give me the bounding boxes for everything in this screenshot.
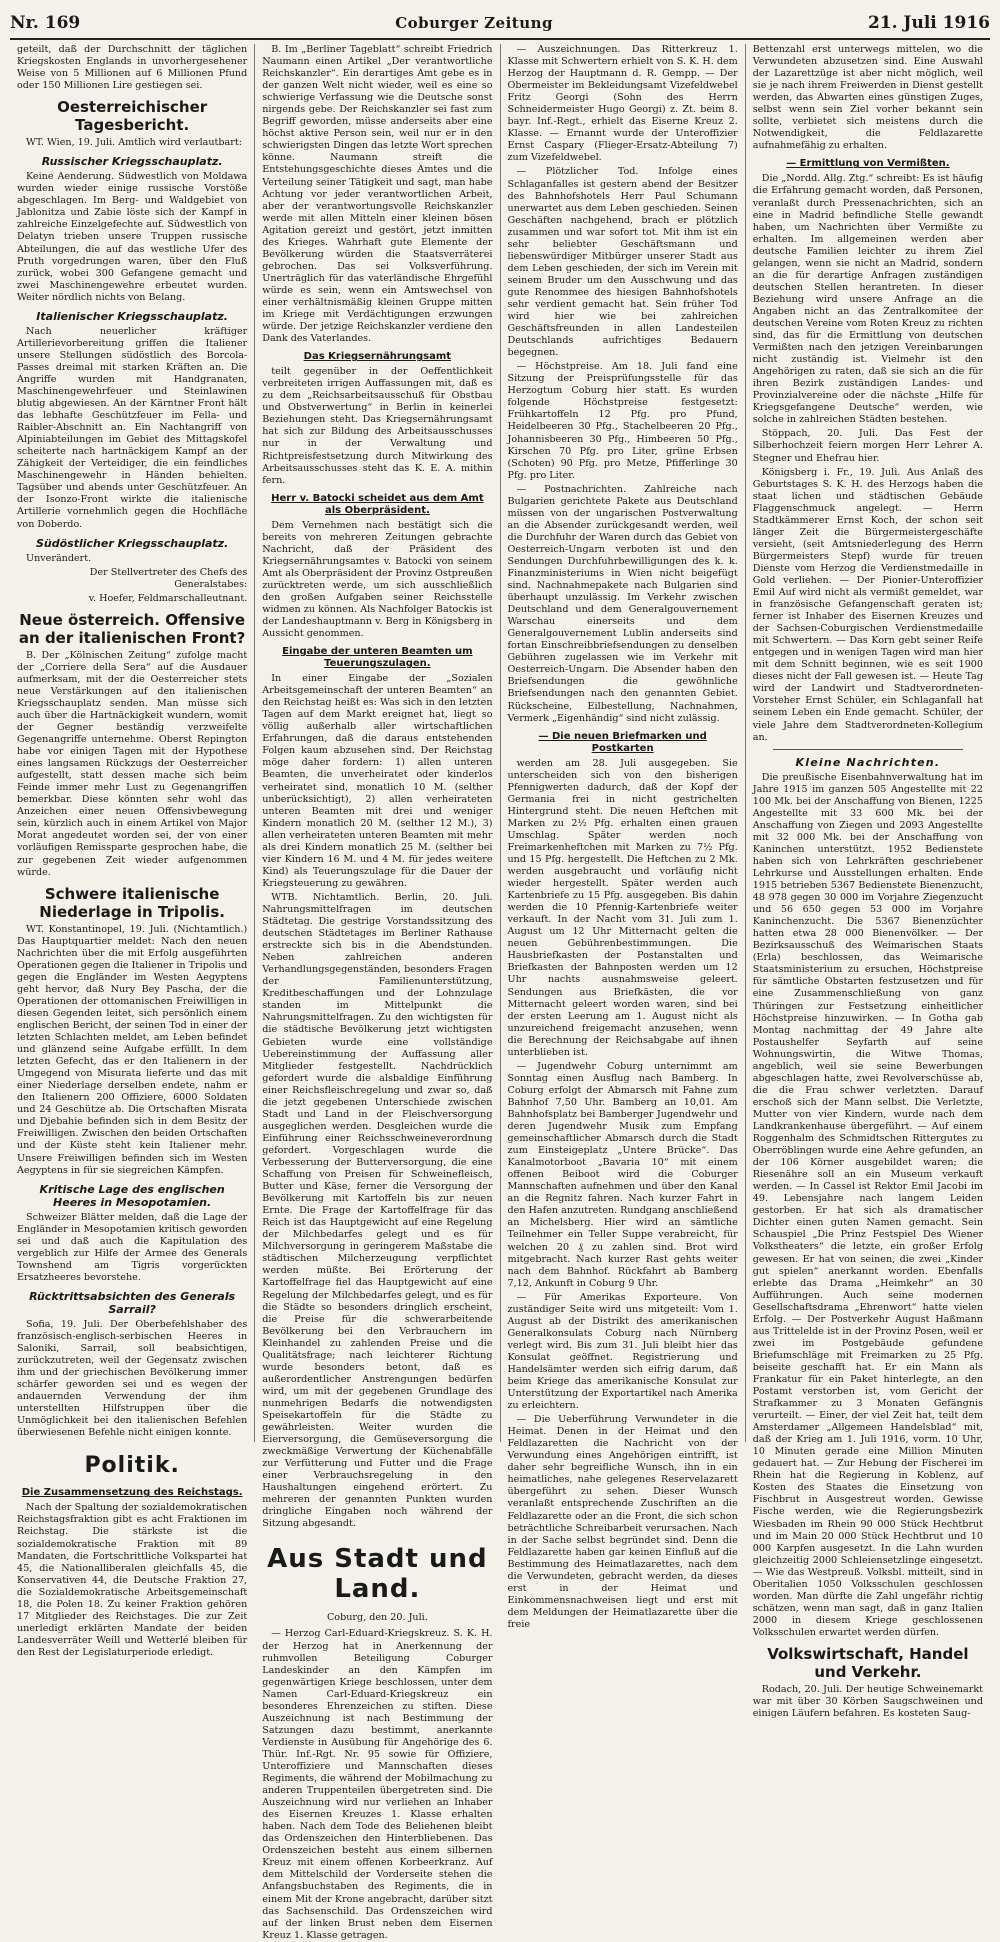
paragraph: Unverändert. (26, 552, 92, 564)
subheadline: Rücktrittsabsichten des Generals Sarrail? (29, 1289, 236, 1316)
subheadline: Kleine Nachrichten. (795, 755, 941, 769)
paragraph: werden am 28. Juli ausgegeben. Sie unterscheiden sich von den bisherigen Pfennigwerten dadurch, daß der Kopf der Germania frei in nicht gestrichelten Hintergrund steht. Die neuen Heftchen mit Marken zu 2½ Pfg. erhalten einen grauen Umschlag. Später werden noch Freimarkenheftchen mit Marken zu 7½ Pfg. und 15 Pfg. hergestellt. Die Heftchen zu 2 Mk. werden ausgebraucht und vorläufig nicht wieder hergestellt. Später werden auch Kartenbriefe zu 15 Pfg. ausgegeben. Bis dahin werden die 10 Pfennig-Kartenbriefe weiter verkauft. In der Nacht vom 31. Juli zum 1. August um 12 Uhr Mitternacht gelten die neuen Gebührenbestimmungen. Die Hausbriefkasten der Postanstalten und Briefkasten der Bahnposten werden um 12 Uhr nachts ausnahmsweise geleert. Sendungen aus Briefkästen, die vor Mitternacht geleert worden waren, sind bei der ersten Leerung am 1. August nicht als unzureichend freigemacht anzusehen, wenn die Berechnung der Reichsabgabe auf ihnen unterblieben ist. (507, 757, 738, 1058)
headline: Schwere italienische Niederlage in Tripolis. (39, 884, 225, 921)
paragraph: Königsberg i. Fr., 19. Juli. Aus Anlaß des Geburtstages S. K. H. des Herzogs haben die staat lichen und städtischen Gebäude Flaggenschmuck angelegt. — Herrn Stadtkämmerer Ernst Koch, der schon seit länger Zeit die Bürgermeistergeschäfte versieht, (seit Amtsniederlegung des Herrn Bürgermeisters Stepf) wurde für treuen Dienste vom Herzog die Verdienstmedaille in Gold verliehen. — Der Pionier-Unteroffizier Emil Auf wird nicht als vermißt gemeldet, war in französische Gefangenschaft geraten ist; ferner ist Inhaber des Eisernen Kreuzes und der Sachsen-Coburgischen Verdienstmedaille mit Schwertern. — Das Korn gebt seiner Reife entgegen und in wenigen Tagen wird man hier mit dem Schnitt beginnen, wie es seit 1900 dieses nicht der Fall gewesen ist. — Heute Tag wird der Landwirt und Stadtverordneten-Vorsteher Ernst Schüler, ein Schlaganfall hat seinem Leben ein Ende gemacht. Schüler, der viele Jahre dem Stadtverordneten-Kollegium an. (752, 466, 983, 743)
subheadline: Herr v. Batocki scheidet aus dem Amt als Oberpräsident. (271, 492, 484, 516)
paragraph: Bettenzahl erst unterwegs mittelen, wo die Verwundeten abzusetzen sind. Eine Auswahl der Lazarettzüge ist aber nicht möglich, weil sie je nach ihrem Freiwerden in Dienst gestellt werden, das Abwarten eines günstigen Zuges, selbst wenn sein Ziel vorher bekannt sein sollte, verbietet sich meistens durch die Notwendigkeit, die Feldlazarette aufnahmefähig zu erhalten. (752, 44, 983, 152)
paragraph: In einer Eingabe der „Sozialen Arbeitsgemeinschaft der unteren Beamten“ an den Reichstag heißt es: Was sich in den letzten Tagen auf dem Markt ereignet hat, liegt so völlig außerhalb aller wirtschaftlichen Erfahrungen, daß die daraus entstehenden Folgen kaum abzusehen sind. Der Reichstag möge daher fordern: 1) allen unteren Beamten, die unverheiratet oder kinderlos verheiratet sind, monatlich 10 M. (selther unberücksichtigt), 2) allen verheirateten unteren Beamten mit drei und weniger Kindern monatlich 20 M. (selther 12 M.), 3) allen verheirateten unteren Beamten mit mehr als drei Kindern monatlich 25 M. (selther bei vier Kindern 16 M. und 4 M. für jedes weitere Kind) als Teuerungszulage für die Dauer der Kriegsteuerung zu gewähren. (262, 673, 493, 889)
divider (773, 749, 963, 750)
issue-date: 21. Juli 1916 (867, 13, 990, 33)
paragraph: Die „Nordd. Allg. Ztg.“ schreibt: Es ist häufig die Erfahrung gemacht worden, daß Personen, veranlaßt durch Pressenachrichten, sich an eine in Madrid befindliche Stelle gewandt haben, um Nachrichten über Vermißte zu erhalten. Im allgemeinen werden aber deutsche Familien leichter zu ihrem Ziel gelangen, wenn sie nicht an Madrid, sondern an die für derartige Anfragen zuständigen deutschen Stellen herantreten. In dieser Beziehung wird unsere Anfrage an die Angaben nicht an das Zentralkomitee der deutschen Vereine vom Roten Kreuz zu richten sind, das für die Ermittlung von deutschen Vermißten nach den jetzigen Vereinbarungen nicht zuständig ist. Vielmehr ist den Angehörigen zu raten, daß sie sich an die für ihren Bezirk zuständigen Landes- und Provinzialvereine oder die nächste „Hilfe für Kriegsgefangene Deutsche“ werden, wie solche in zahlreichen Städten bestehen. (752, 173, 983, 426)
paragraph: B. Der „Kölnischen Zeitung“ zufolge macht der „Corriere della Sera“ auf die Ausdauer aufmerksam, mit der die Oesterreicher stets neue Verstärkungen auf den italienischen Kriegsschauplatz senden. Man müsse sich auch über die Hartnäckigkeit wundern, womit der Gegner beständig verzweifelte Gegenangriffe unternehme. Oberst Repington habe vor einigen Tagen mit der Hypothese eines langsamen Rückzugs der Oesterreicher aufgestellt, statt dessen mache sich beim Feinde immer mehr Lust zu Gegenangriffen bemerkbar. Diese könnten sehr wohl das Anzeichen einer neuen Offensivbewegung sein, kürzlich auch in einem Artikel von Major Morat angedeutet worden sei, der von einer vorläufigen Remissparte gesprochen habe, die zur gegebenen Zeit wieder aufgenommen würde. (17, 649, 248, 878)
dateline: Coburg, den 20. Juli. (326, 1612, 428, 1624)
subheadline: Kritische Lage des englischen Heeres in Mesopotamien. (39, 1182, 225, 1209)
paragraph: — Jugendwehr Coburg unternimmt am Sonntag einen Ausflug nach Bamberg. In Coburg erfolgt der Abmarsch mit Fahne zum Bahnhof 7,50 Uhr. Bamberg an 10,01. Am Bahnhofsplatz bei Bamberger Jugendwehr und deren Jugendwehr Musik zum Empfang gemeinschaftlicher Abmarsch durch die Stadt zum Einsteigeplatz „Untere Brücke“. Das Kanalmotorboot „Bavaria 10“ mit einem offenen Beiboot wird die Coburger Mannschaften aufnehmen und über den Kanal an die Regnitz fahren. Nach kurzer Fahrt in den Hafen anzutreten. Rundgang anschließend an Michelsberg. Hier wird an sämtliche Teilnehmer ein Teller Suppe verabreicht, für welchen 20 ₰ zu zahlen sind. Brot wird mitgebracht. Nach kurzer Rast gehts weiter nach dem Bahnhof. Rückfahrt ab Bamberg 7,12, Ankunft in Coburg 9 Uhr. (507, 1060, 738, 1289)
paragraph: WTB. Nichtamtlich. Berlin, 20. Juli. Nahrungsmittelfragen im deutschen Städtetag. Die gestrige Vorstandssitzung des deutschen Städtetages im Berliner Rathause erstreckte sich bis in die Abendstunden. Neben zahlreichen anderen Verhandlungsgegenständen, besonders Fragen der Familienunterstützung, Kreditbeschaffungen und der Lohnzulage standen im Mittelpunkt die Nahrungsmittelfragen. Zu den wichtigsten für die städtische Bevölkerung jetzt wichtigsten Gebieten wurde eine vollständige Uebereinstimmung der Auffassung aller Mitglieder festgestellt. Nachdrücklich gefordert wurde die alsbaldige Einführung einer Reichsfleischregelung und zwar so, daß die jetzt gegebenen Unterschiede zwischen Stadt und Land in der Fleischversorgung ausgeglichen werden. Desgleichen wurde die Einführung einer Reichsschweineverordnung gefordert. Vorgeschlagen wurde die Verbesserung der Butterversorgung, die eine Schaffung von Preisen für Schweinefleisch, Butter und Käse, ferner die Versorgung der Bevölkerung mit Kartoffeln bis zur neuen Ernte. Die Frage der Kartoffelfrage für das Reich ist das Hauptgewicht auf eine Regelung der Milchbedarfes gelegt und es für Milchversorgung in geringerem Maßstabe die städtischen Milcherzeugung verpflichtet werden müßte. Bei Erörterung der Kartoffelfrage fiel das Hauptgewicht auf eine Regelung der Milchbedarfes gelegt, und es für die Städte so besonders dringlich erscheint, die Preise für die schwerarbeitende Bevölkerung bei den Verbrauchern im Kleinhandel zu zahlenden Preise und die Qualitätsfrage; nach leichterer Richtung wurde besonders betont, daß es außerordentlicher Anstrengungen bedürfen wird, um mit der gegebenen Grundlage des nunmehrigen Bedarfs die notwendigsten Speisekartoffeln für die Städte zu gewährleisten. Weiter wurden die Eierversorgung, die Gemüseversorgung die zweckmäßige Verwertung der Küchenabfälle zur Verfütterung und Futter und die Frage einer Verbrauchsregelung in den Haushaltungen eingehend erörtert. Zu mehreren der genannten Punkten wurden dringliche Eingaben noch während der Sitzung abgesandt. (262, 891, 493, 1530)
newspaper-title: Coburger Zeitung (395, 14, 554, 32)
paragraph: Sofia, 19. Juli. Der Oberbefehlshaber des französisch-englisch-serbischen Heeres in Saloniki, Sarrail, soll beabsichtigen, zurückzutreten, weil der Gegensatz zwischen ihm und der griechischen Bevölkerung immer schärfer geworden sei und es wegen der andauernden Verwendung der ihm unterstellten Hilfstruppen über die Unmöglichkeit bei den italienischen Befehlen überwiesenen Befehle nicht einigen konnte. (17, 1318, 248, 1439)
subheadline: Die Zusammensetzung des Reichstags. (21, 1487, 243, 1499)
column-2 (255, 44, 500, 1941)
paragraph: Schweizer Blätter melden, daß die Lage der Engländer in Mesopotamien kritisch geworden sei und daß auch die Kapitulation des vergeblich zur Hilfe der Armee des Generals Townshend am Tigris vorgerückten Ersatzheeres bevorstehe. (17, 1211, 248, 1283)
section-title-aus-stadt-und-land: Aus Stadt und Land. (267, 1544, 488, 1605)
paragraph: WT. Konstantinopel, 19. Juli. (Nichtamtlich.) Das Hauptquartier meldet: Nach den neuen Nachrichten über die mit Erfolg ausgeführten Operationen gegen die Italiener in Tripolis und gegen die Engländer im Westen Aegyptens geht hervor, daß Nury Bey Pascha, der die Operationen der ottomanischen Freiwilligen in diesen Gegenden leitet, sich persönlich einem englischen Bericht, der seinen Tod in einer der letzten Schlachten meldet, am Leben befindet und glänzend seine Aufgabe erfüllt. In dem letzten Gefecht, das er den Italienern in der Umgegend von Misurata lieferte und das mit einer Niederlage derselben endete, nahm er den Italienern 200 Offiziere, 6000 Soldaten und 24 Geschütze ab. Die Ortschaften Misrata und Djebahie befinden sich in dem Besitz der Freiwilligen. Zwischen den beiden Ortschaften und der Küste steht kein Italiener mehr. Unsere Freiwilligen befinden sich im Westen Aegyptens in für sie siegreichen Kämpfen. (17, 923, 248, 1176)
paragraph: — Auszeichnungen. Das Ritterkreuz 1. Klasse mit Schwertern erhielt von S. K. H. dem Herzog der Hauptmann d. R. Gempp. — Der Obermeister im Bekleidungsamt Vizefeldwebel Fritz Georgi (Sohn des Herrn Schneidermeister Hugo Georgi) z. Zt. beim 8. bayr. Inf.-Regt., erhielt das Eiserne Kreuz 2. Klasse. — Ernannt wurde der Unteroffizier Ernst Caspary (Flieger-Ersatz-Abteilung 7) zum Vizefeldwebel. (507, 44, 738, 164)
subheadline: Südöstlicher Kriegsschauplatz. (35, 536, 229, 550)
paragraph: Keine Aenderung. Südwestlich von Moldawa wurden wieder einige russische Vorstöße abgeschlagen. Im Berg- und Waldgebiet von Jablonitza und Zabie löste sich der Kampf in zahlreiche Einzelgefechte auf. Südwestlich von Delatyn trieben unsere Truppen russische Abteilungen, die auf das westliche Ufer des Pruth vorgedrungen waren, über den Fluß zurück, wobei 300 Gefangene gemacht und zwei Maschinengewehre erbeutet wurden. Weiter nördlich nichts von Belang. (17, 171, 248, 303)
subheadline: Russischer Kriegsschauplatz. (41, 155, 223, 169)
paragraph: Die preußische Eisenbahnverwaltung hat im Jahre 1915 im ganzen 505 Angestellte mit 22 100 Mk. bei der Anschaffung von Bienen, 1225 Angestellte mit 33 600 Mk. bei der Anschaffung von Ziegen und 2093 Angestellte mit 32 000 Mk. bei der Anschaffung von Kaninchen unterstützt. 1952 Bedienstete haben sich von Lehrkräften geschriebener Lehrkurse und Ausstellungen erhalten. Ende 1915 betrieben 5367 Bedienstete Bienenzucht, 48 978 gegen 30 000 im Vorjahre Ziegenzucht und 56 650 gegen 53 000 im Vorjahre Kaninchenzucht. Die 5367 Bienenzüchter hatten etwa 28 000 Bienenvölker. — Der Bezirksausschuß des Weimarischen Staats (Erla) beschlossen, das Weimarische Staatsministerium zu ersuchen, Höchstpreise für sämtliche Obstarten festzusetzen und für eine Zusammenschließung von ganz Thüringen zur Festsetzung einheitlicher Höchstpreise hinzuwirken. — In Gotha gab Montag nachmittag der 49 Jahre alte Postaushelfer Seyfarth auf seine Wohnungswirtin, die Witwe Thomas, angeblich, weil sie seine Bewerbungen abgeschlagen hatte, zwei Revolverschüsse ab, die die Frau schwer verletzten. Darauf erschoß sich der Mann selbst. Die Verletzte, Mutter von vier Kindern, wurde nach dem Landkrankenhause übergeführt. — Auf einem Roggenhalm des Schmidtschen Rittergutes zu Oberröblingen wurde eine Aehre gefunden, an der 106 Körner ausgebildet waren; die Riesenähre soll an ein Museum verkauft werden. — In Cassel ist Rektor Emil Jacobi im 49. Lebensjahre nach langem Leiden gestorben. Er hat sich als dramatischer Dichter einen guten Namen gemacht. Sein Schauspiel „Die Prinz Festspiel Des Wiener Volkstheaters“ die letzte, ein großer Erfolg gewesen. Er hat von seinen, die zwei „Kinder gut spielen“ anerkannt worden. Ebenfalls erlebte das Drama „Heimkehr“ an 30 Aufführungen. Auch seine modernen Gesellschaftsdrama „Ehrenwort“ hatte vielen Erfolg. — Der Postverkehr August Haßmann aus Trittelelde ist in der Provinz Posen, weil er zwei im Postgebäude gefundene Briefumschläge mit Freimarken zu 25 Pfg. beiseite geschafft hat. Er ein Mann als Frankatur für ein Paket hinterlegte, an den Postamt verstorben ist, vom Gericht der Strafkammer zu 3 Monaten Gefängnis verurteilt. — Einer, der viel Zeit hat, teilt dem Amsterdamer „Allgemeen Handelsblad“ mit, daß der Krieg am 1. Juli 1916, vorm. 10 Uhr, 10 Minuten gerade eine Million Minuten gedauert hat. — Zur Hebung der Fischerei im Rhein hat die Regierung in Koblenz, auf Kosten des Staates die Einsetzung von Fischbrut in Ausgestreut worden. Gewisse Fische werden, wie die Regierungsbezirk Wiesbaden im Rhein 90 000 Stück Hechtbrut und im Main 20 000 Stück Hechtbrut und 10 000 Karpfen ausgesetzt. In die Lahn wurden gleichzeitig 2000 Schleiensetzlinge eingesetzt. — Wie das Westpreuß. Volksbl. mitteilt, sind in Oberitalien 1050 Volksschulen geschlossen worden. Man dürfte die Zahl ungefähr richtig schätzen, wenn man sagt, daß in ganz Italien 2000 in diesem Kriege geschlossenen Volksschulen erwartet werden dürfen. (752, 771, 983, 1638)
paragraph: WT. Wien, 19. Juli. Amtlich wird verlautbart: (26, 137, 242, 149)
section-title-politik: Politik. (84, 1453, 180, 1479)
headline: Volkswirtschaft, Handel und Verkehr. (767, 1645, 969, 1681)
signature-line: Der Stellvertreter des Chefs des Generalstabes: (89, 566, 248, 590)
paragraph: geteilt, daß der Durchschnitt der täglichen Kriegskosten Englands in unvorhergesehener Weise von 5 Millionen auf 6 Millionen Pfund oder 150 Millionen Lire gestiegen sei. (17, 44, 248, 92)
masthead (10, 8, 990, 40)
subheadline: — Ermittlung von Vermißten. (786, 158, 950, 170)
signature-name: v. Hoefer, Feldmarschalleutnant. (88, 592, 248, 604)
paragraph: Dem Vernehmen nach bestätigt sich die bereits von mehreren Zeitungen gebrachte Nachricht, daß der Präsident des Kriegsernährungsamtes v. Batocki von seinem Amt als Oberpräsident der Provinz Ostpreußen zurücktreten werde, um sich ausschließlich den großen Aufgaben seiner Reichsstelle widmen zu können. Als Nachfolger Batockis ist der Landeshauptmann v. Berg in Königsberg in Aussicht genommen. (262, 519, 493, 640)
subheadline: — Die neuen Briefmarken und Postkarten (538, 730, 707, 754)
issue-number: Nr. 169 (10, 13, 81, 33)
paragraph: B. Im „Berliner Tageblatt“ schreibt Friedrich Naumann einen Artikel „Der verantwortliche Reichskanzler“. Ein derartiges Amt gebe es in der ganzen Welt nicht wieder, weil es eine so schwierige Verfassung wie die Deutsche sonst nirgends gebe. Der Reichskanzler sei fast zum Begriff geworden, müsse anderseits aber eine höchst aktive Person sein, weil nur er in den schwierigsten Dingen das letzte Wort sprechen könne. Naumann streift die Entstehungsgeschichte dieses Amtes und die Verteilung seiner Tätigkeit und sagt, man habe Achtung vor jeder verantwortlichen Arbeit, aber der verantwortungsvolle Reichskanzler werde mit allen Mitteln einer kleinen bösen Agitation gereizt und gestört, jetzt inmitten des Krieges. Wahrhaft gute Elemente der Bevölkerung würden die Staatsverräterei gebrochen. Das sei Volksverführung. Unerträglich für das vaterländische Ehrgefühl würde es sein, wenn ein Amtswechsel von einer verhältnismäßig kleinen Gruppe mitten im Kriege mit Verdächtigungen erzwungen würde. Der jetzige Reichskanzler verdiene den Dank des Vaterlandes. (262, 44, 493, 345)
headline: Oesterreichischer Tagesbericht. (57, 98, 208, 135)
paragraph: — Herzog Carl-Eduard-Kriegskreuz. S. K. H. der Herzog hat in Anerkennung der ruhmvollen Beteiligung Coburger Landeskinder an den Kämpfen im gegenwärtigen Kriege beschlossen, unter dem Namen Carl-Eduard-Kriegskreuz ein besonderes Ehrenzeichen zu stiften. Diese Auszeichnung ist nach Bestimmung der Satzungen dazu bestimmt, anerkannte Verdienste in Ausübung für Angehörige des 6. Thür. Inf.-Rgt. Nr. 95 sowie für Offiziere, Unteroffiziere und Mannschaften dieses Regiments, die während der Mobilmachung zu anderen Truppenteilen übergetreten sind. Die Auszeichnung wird nur verliehen an Inhaber des Eisernen Kreuzes 1. Klasse erhalten haben. Nach dem Tode des Beliehenen bleibt das Ordenszeichen den Hinterbliebenen. Das Ordenszeichen besteht aus einem silbernen Kreuz mit einem offenen Korbeerkranz. Auf dem Mittelschild der Vorderseite stehen die Anfangsbuchstaben des Regiments, die in einem Mit der Krone angebracht, darüber sitzt das Sachsenschild. Das Ordenszeichen wird auf der linken Brust neben dem Eisernen Kreuz 1. Klasse getragen. (262, 1628, 493, 1941)
paragraph: — Höchstpreise. Am 18. Juli fand eine Sitzung der Preisprüfungsstelle für das Herzogtum Coburg hier statt. Es wurden folgende Höchstpreise festgesetzt: Frühkartoffeln 12 Pfg. pro Pfund, Heidelbeeren 30 Pfg., Stachelbeeren 20 Pfg., Johannisbeeren 30 Pfg., Himbeeren 50 Pfg., Kirschen 70 Pfg. pro Liter, grüne Erbsen (Schoten) 90 Pfg. pro Metze, Pfifferlinge 30 Pfg. pro Liter. (507, 361, 738, 481)
subheadline: Das Kriegsernährungsamt (303, 351, 452, 363)
paragraph: Nach neuerlicher kräftiger Artillerievorbereitung griffen die Italiener unsere Stellungen südöstlich des Borcola-Passes dreimal mit starken Kräften an. Die Angriffe wurden mit Handgranaten, Maschinengewehrfeuer und Steinlawinen blutig abgewiesen. An der Kärntner Front hält das lebhafte Geschützfeuer im Fella- und Raibler-Abschnitt an. Ein Nachtangriff von Alpiniabteilungen im Gebiet des Mittagskofel scheiterte nach hartnäckigem Kampf an der Zähigkeit der Verteidiger, die ein feindliches Maschinengewehr in Händen behielten. Tagsüber und abends unter Geschützfeuer. An der Isonzo-Front wirkte die italienische Artillerie vornehmlich gegen die Hochfläche von Doberdo. (17, 325, 248, 530)
subheadline: Eingabe der unteren Beamten um Teuerungszulagen. (282, 646, 473, 670)
column-3 (501, 44, 746, 1630)
paragraph: teilt gegenüber in der Oeffentlichkeit verbreiteten irrigen Auffassungen mit, daß es zu dem „Reichsarbeitsausschuß für Obstbau und Obstverwertung“ in Berlin in keinerlei Beziehungen steht. Das Kriegsernährungsamt hat sich zur Bildung des Arbeitsausschusses nur in der Verwaltung und Richtpreisfestsetzung durch Mitwirkung des Arbeitsausschusses steht das K. E. A. mithin fern. (262, 366, 493, 486)
columns (10, 44, 990, 1941)
subheadline: Italienischer Kriegsschauplatz. (36, 309, 228, 323)
paragraph: — Die Ueberführung Verwundeter in die Heimat. Denen in der Heimat und den Feldlazaretten die Nachricht von der Verwundung eines Angehörigen eintrifft, ist daher sehr begreifliche Wunsch, ihn in ein heimatliches, nahe gelegenes Reservelazarett übergeführt zu sehen. Dieser Wunsch veranlaßt entsprechende Zuschriften an die Feldlazarette oder an die Front, die sich schon beträchtliche Schreibarbeit verursachen. Nach in der Sache selbst begründet sind. Denn die Feldlazarette haben gar keinen Einfluß auf die Bestimmung des Heimatlazarettes, nach dem die Verwundeten, gebracht werden, da dieses erst in der Heimat und Einkommensnachweisen liegt und erst mit dem Meldungen der Heimatlazarette über die freie (507, 1414, 738, 1630)
paragraph: Nach der Spaltung der sozialdemokratischen Reichstagsfraktion gibt es acht Fraktionen im Reichstag. Die stärkste ist die sozialdemokratische Fraktion mit 89 Mandaten, die Fortschrittliche Volkspartei hat 45, die Nationalliberalen gleichfalls 45, die Konservativen 44, die Deutsche Fraktion 27, die Sozialdemokratische Arbeitsgemeinschaft 18, die Polen 18. Zu keiner Fraktion gehören 17 Mitglieder des Reichstages. Die zur Zeit unerledigt erklärten Mandate der beiden Landesverräter Weill und Wetterlé bleiben für den Rest der Legislaturperiode erledigt. (17, 1502, 248, 1658)
paragraph: — Postnachrichten. Zahlreiche nach Bulgarien gerichtete Pakete aus Deutschland müssen von der ungarischen Postverwaltung an die Absender zurückgesandt werden, weil die Durchfuhr der Waren durch das Gebiet von Oesterreich-Ungarn verboten ist und den Sendungen Durchfuhrbewilligungen des k. k. Finanzministeriums in Wien nicht beigefügt sind. Nachnahmepakete nach Bulgarien sind überhaupt unzulässig. Im Verkehr zwischen Deutschland und dem Generalgouvernement Warschau einerseits und dem Generalgouvernement Lublin anderseits sind fortan Einschreibbriefsendungen zu denselben Gebühren zugelassen wie im Verkehr mit Oesterreich-Ungarn. Die Absender haben den Briefsendungen die gewöhnliche Briefsendungen nach den genannten Gebiet. Rückscheine, Eilbestellung, Nachnahmen, Vermerk „Eigenhändig“ sind nicht zulässig. (507, 483, 738, 724)
column-1 (10, 44, 255, 1658)
paragraph: — Für Amerikas Exporteure. Von zuständiger Seite wird uns mitgeteilt: Vom 1. August ab der Distrikt des amerikanischen Generalkonsulats Coburg nach Nürnberg verlegt wird. Bis zum 31. Juli bleibt hier das Konsulat geöffnet. Registrierung und Handelsämter werden sich eifrig darum, daß beim Kriege das amerikanische Konsulat zur Unterstützung der Exportartikel nach Amerika zu erleichtern. (507, 1291, 738, 1412)
paragraph: — Plötzlicher Tod. Infolge eines Schlaganfalles ist gestern abend der Besitzer des Bahnhofshotels Herr Paul Schumann unerwartet aus dem Leben geschieden. Seinen Geschäften nachgehend, brach er plötzlich zusammen und war sofort tot. Mit ihm ist ein sehr beliebter Geschäftsmann und liebenswürdiger Mitbürger unserer Stadt aus dem Leben geschieden, der sich im Verein mit seinem Bruder um den Ausschwung und das gute Renommee des hiesigen Bahnhofshotels sehr verdient gemacht hat. Sein früher Tod wird hier wie bei zahlreichen Geschäftsfreunden in allen Landesteilen Deutschlands aufrichtiges Bedauern begegnen. (507, 166, 738, 359)
column-4 (746, 44, 990, 1720)
headline: Neue österreich. Offensive an der italienischen Front? (18, 610, 246, 647)
paragraph: Rodach, 20. Juli. Der heutige Schweinemarkt war mit über 30 Körben Saugschweinen und einigen Läufern befahren. Es kosteten Saug- (752, 1684, 983, 1720)
paragraph: Stöppach, 20. Juli. Das Fest der Silberhochzeit feiern morgen Herr Lehrer A. Stegner und Ehefrau hier. (752, 428, 983, 464)
